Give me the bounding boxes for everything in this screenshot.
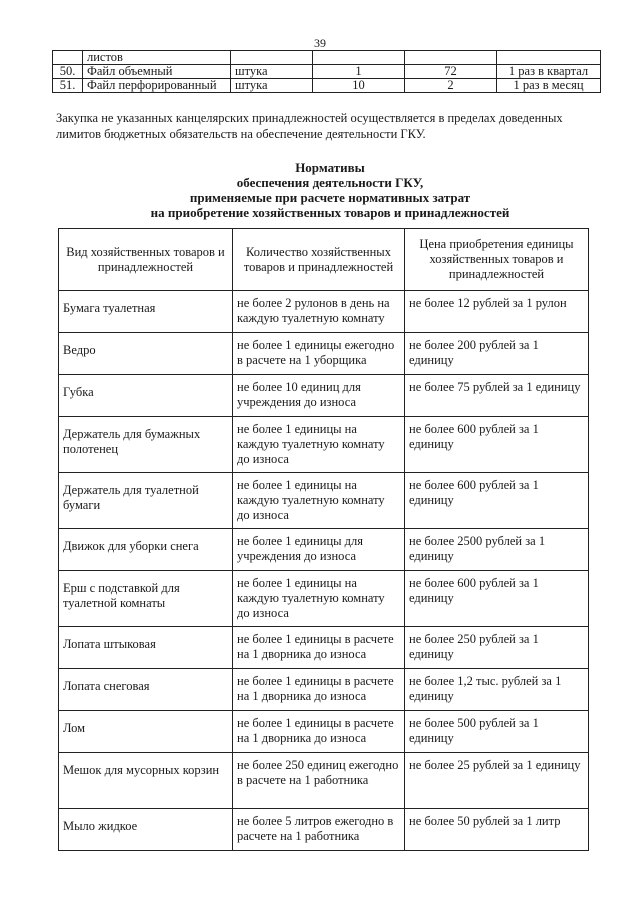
price-norm-cell: не более 600 рублей за 1 единицу <box>405 417 589 473</box>
item-price: 2 <box>405 79 497 93</box>
quantity-norm-cell: не более 1 единицы для учреждения до износа <box>233 529 405 571</box>
goods-type-cell: Мыло жидкое <box>59 809 233 851</box>
table-row <box>59 669 589 711</box>
price-norm-cell: не более 500 рублей за 1 единицу <box>405 711 589 753</box>
quantity-norm-cell: не более 250 единиц ежегодно в расчете на 1 работника <box>233 753 405 809</box>
item-name: Файл объемный <box>83 65 231 79</box>
price-norm-cell: не более 12 рублей за 1 рулон <box>405 291 589 333</box>
column-header-price: Цена приобретения единицы хозяйственных товаров и принадлежностей <box>405 229 589 291</box>
item-qty: 10 <box>313 79 405 93</box>
table-row <box>59 753 589 809</box>
heading-line: применяемые при расчете нормативных затрат <box>189 190 471 205</box>
item-name: листов <box>83 51 231 65</box>
goods-type-cell: Движок для уборки снега <box>59 529 233 571</box>
item-frequency: 1 раз в месяц <box>497 79 601 93</box>
goods-type-cell: Губка <box>59 375 233 417</box>
goods-type-cell: Лом <box>59 711 233 753</box>
price-norm-cell: не более 1,2 тыс. рублей за 1 единицу <box>405 669 589 711</box>
row-number: 50. <box>53 65 83 79</box>
price-norm-cell: не более 600 рублей за 1 единицу <box>405 473 589 529</box>
quantity-norm-cell: не более 1 единицы в расчете на 1 дворника до износа <box>233 711 405 753</box>
quantity-norm-cell: не более 1 единицы на каждую туалетную комнату до износа <box>233 571 405 627</box>
item-frequency <box>497 51 601 65</box>
table-row <box>59 473 589 529</box>
goods-type-cell: Ерш с подставкой для туалетной комнаты <box>59 571 233 627</box>
item-unit: штука <box>231 79 313 93</box>
quantity-norm-cell: не более 1 единицы на каждую туалетную комнату до износа <box>233 417 405 473</box>
table-row <box>59 333 589 375</box>
price-norm-cell: не более 600 рублей за 1 единицу <box>405 571 589 627</box>
stationery-table-continued <box>52 50 601 93</box>
item-price <box>405 51 497 65</box>
heading-line: Нормативы <box>295 160 365 175</box>
goods-type-cell: Лопата снеговая <box>59 669 233 711</box>
goods-type-cell: Держатель для бумажных полотенец <box>59 417 233 473</box>
price-norm-cell: не более 75 рублей за 1 единицу <box>405 375 589 417</box>
table-row <box>59 571 589 627</box>
table-row <box>59 375 589 417</box>
quantity-norm-cell: не более 2 рулонов в день на каждую туалетную комнату <box>233 291 405 333</box>
table-row <box>59 417 589 473</box>
goods-type-cell: Лопата штыковая <box>59 627 233 669</box>
table-row <box>59 529 589 571</box>
quantity-norm-cell: не более 1 единицы на каждую туалетную комнату до износа <box>233 473 405 529</box>
price-norm-cell: не более 50 рублей за 1 литр <box>405 809 589 851</box>
quantity-norm-cell: не более 5 литров ежегодно в расчете на 1 работника <box>233 809 405 851</box>
heading-line: на приобретение хозяйственных товаров и принадлежностей <box>150 205 510 220</box>
row-number: 51. <box>53 79 83 93</box>
goods-type-cell: Ведро <box>59 333 233 375</box>
item-unit <box>231 51 313 65</box>
item-unit: штука <box>231 65 313 79</box>
price-norm-cell: не более 25 рублей за 1 единицу <box>405 753 589 809</box>
column-header-quantity: Количество хозяйственных товаров и принадлежностей <box>233 229 405 291</box>
item-price: 72 <box>405 65 497 79</box>
table-row <box>59 291 589 333</box>
table-header-row <box>59 229 589 291</box>
price-norm-cell: не более 250 рублей за 1 единицу <box>405 627 589 669</box>
table-row <box>53 51 601 65</box>
table-row <box>59 809 589 851</box>
quantity-norm-cell: не более 10 единиц для учреждения до износа <box>233 375 405 417</box>
table-row <box>53 79 601 93</box>
row-number <box>53 51 83 65</box>
section-heading <box>80 160 580 220</box>
table-row <box>59 627 589 669</box>
quantity-norm-cell: не более 1 единицы в расчете на 1 дворника до износа <box>233 669 405 711</box>
household-goods-norms-table <box>58 228 589 851</box>
price-norm-cell: не более 200 рублей за 1 единицу <box>405 333 589 375</box>
item-frequency: 1 раз в квартал <box>497 65 601 79</box>
goods-type-cell: Мешок для мусорных корзин <box>59 753 233 809</box>
heading-line: обеспечения деятельности ГКУ, <box>236 175 424 190</box>
goods-type-cell: Держатель для туалетной бумаги <box>59 473 233 529</box>
quantity-norm-cell: не более 1 единицы в расчете на 1 дворника до износа <box>233 627 405 669</box>
quantity-norm-cell: не более 1 единицы ежегодно в расчете на 1 уборщика <box>233 333 405 375</box>
item-qty: 1 <box>313 65 405 79</box>
column-header-type: Вид хозяйственных товаров и принадлежностей <box>59 229 233 291</box>
procurement-note: Закупка не указанных канцелярских принадлежностей осуществляется в пределах доведенных лимитов бюджетных обязательств на обеспечение деятельности ГКУ. <box>56 111 563 141</box>
page-number: 39 <box>314 36 326 50</box>
price-norm-cell: не более 2500 рублей за 1 единицу <box>405 529 589 571</box>
item-name: Файл перфорированный <box>83 79 231 93</box>
goods-type-cell: Бумага туалетная <box>59 291 233 333</box>
item-qty <box>313 51 405 65</box>
table-row <box>53 65 601 79</box>
table-row <box>59 711 589 753</box>
